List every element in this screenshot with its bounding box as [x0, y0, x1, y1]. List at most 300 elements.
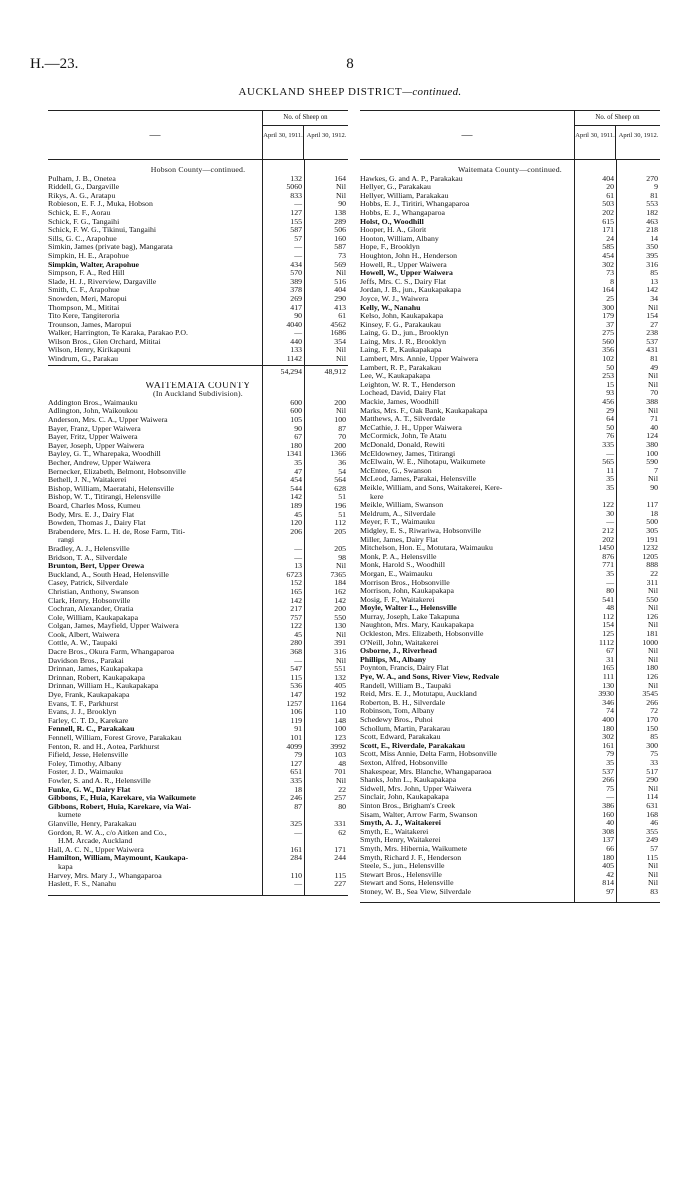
sheep-1912: Nil — [648, 302, 658, 312]
sheep-1912: Nil — [648, 878, 658, 888]
sheep-1911: 651 — [290, 767, 302, 777]
sheep-1911: 876 — [602, 551, 614, 561]
sheep-1911: 417 — [290, 302, 302, 312]
sheep-1912: 200 — [334, 440, 346, 450]
sheep-1911: 454 — [602, 250, 614, 260]
owner-name: McElwain, W. E., Nihotapu, Waikumete — [360, 458, 486, 467]
sheep-1912: 148 — [334, 715, 346, 725]
sheep-1911: 335 — [602, 440, 614, 449]
table-row — [48, 657, 348, 666]
owner-name: Scott, E., Riverdale, Parakakau — [360, 741, 466, 750]
table-row — [48, 192, 348, 201]
owner-name: Lochead, David, Dairy Flat — [360, 389, 446, 398]
owner-name: Mosig, F. F., Waitakerei — [360, 595, 435, 604]
owner-name: Bridson, T. A., Silverdale — [48, 553, 128, 562]
table-row — [48, 880, 348, 889]
table-row — [48, 562, 348, 571]
sheep-1912: 123 — [334, 733, 346, 742]
sheep-1912: 1366 — [330, 449, 346, 459]
table-row — [48, 261, 348, 270]
owner-name: Kelso, John, Kaukapakapa — [360, 312, 444, 321]
owner-name: Gordon, R. W. A., c/o Aitken and Co., — [48, 828, 167, 837]
sheep-1912: 388 — [646, 397, 658, 407]
owner-name: Foster, J. D., Waimauku — [48, 768, 123, 777]
table-row — [360, 733, 660, 742]
table-row — [48, 794, 348, 803]
owner-name: Harvey, Mrs. Mary J., Whangaparoa — [48, 871, 162, 880]
sheep-1912: 551 — [334, 664, 346, 674]
table-row — [48, 269, 348, 278]
table-row — [48, 837, 348, 846]
sheep-1911: 25 — [606, 293, 614, 303]
owner-name: Simpkin, Walter, Arapohue — [48, 260, 139, 269]
table-row — [48, 777, 348, 786]
table-row — [48, 691, 348, 700]
sheep-1912: 205 — [334, 526, 346, 536]
table-row — [48, 252, 348, 261]
owner-name: Drinnan, William H., Kaukapakapa — [48, 682, 159, 691]
table-row — [360, 793, 660, 802]
sheep-1912: 22 — [338, 784, 346, 794]
sheep-1911: 67 — [606, 646, 614, 656]
sheep-1912: Nil — [648, 620, 658, 630]
owner-name: Pulham, J. B., Onetea — [48, 174, 116, 183]
sheep-1912: 81 — [650, 354, 658, 364]
table-row — [360, 432, 660, 441]
table-row — [360, 888, 660, 897]
sheep-1912: 57 — [650, 843, 658, 853]
owner-name: Bernecker, Elizabeth, Belmont, Hobsonville — [48, 467, 186, 476]
sheep-1911: 335 — [290, 775, 302, 785]
sheep-1912: 22 — [650, 568, 658, 578]
sheep-1912: 537 — [646, 336, 658, 346]
owner-name: Stoney, W. B., Sea View, Silverdale — [360, 887, 471, 896]
owner-name: Howell, W., Upper Waiwera — [360, 269, 453, 278]
right-table — [360, 110, 660, 903]
sheep-1912: 13 — [650, 276, 658, 286]
sheep-1912: 290 — [334, 293, 346, 303]
table-row — [360, 768, 660, 777]
owner-name: Hamilton, William, Maymount, Kaukapa- — [48, 854, 189, 863]
sheep-1911: — — [294, 250, 302, 260]
report-code: H.—23. — [30, 56, 79, 72]
owner-name: Pye, W. A., and Sons, River View, Redvale — [360, 673, 500, 682]
table-row — [360, 759, 660, 768]
sheep-1912: 205 — [334, 543, 346, 553]
sheep-1911: 119 — [290, 715, 302, 725]
sheep-1912: 1686 — [330, 328, 346, 338]
sheep-1911: 389 — [290, 276, 302, 286]
sheep-1911: 615 — [602, 216, 614, 226]
sheep-1911: 6723 — [286, 569, 302, 579]
sheep-1912: 9 — [654, 182, 658, 192]
table-row — [360, 587, 660, 596]
owner-name: kere — [370, 492, 384, 501]
owner-name: Hobson County—continued. — [150, 166, 246, 174]
table-row — [48, 295, 348, 304]
section-heading — [48, 382, 348, 391]
table-row — [360, 501, 660, 510]
owner-name: Windrum, G., Parakau — [48, 355, 119, 364]
sheep-1912: 33 — [650, 757, 658, 767]
owner-name: Bayer, Joseph, Upper Waiwera — [48, 441, 145, 450]
table-row — [48, 485, 348, 494]
owner-name: Howell, R., Upper Waiwera — [360, 260, 447, 269]
owner-name: Cottle, A. W., Taupaki — [48, 639, 118, 648]
table-row — [360, 570, 660, 579]
name-column-header: — — [149, 129, 161, 141]
owner-name: Smyth, Richard J. F., Henderson — [360, 853, 462, 862]
owner-name: Board, Charles Moss, Kumeu — [48, 501, 141, 510]
sheep-1911: 161 — [602, 740, 614, 750]
sheep-1912: 431 — [646, 345, 658, 355]
owner-name: Bethell, J. N., Waitakerei — [48, 476, 127, 485]
table-row — [360, 424, 660, 433]
table-row — [48, 321, 348, 330]
owner-name: Schick, E. F., Aorau — [48, 208, 111, 217]
owner-name: Rikys, A. G., Aratapu — [48, 191, 116, 200]
table-row — [360, 346, 660, 355]
total-row — [48, 365, 348, 378]
sheep-1912: 72 — [650, 706, 658, 716]
sheep-1912: 569 — [334, 259, 346, 269]
sheep-1911: 400 — [602, 715, 614, 724]
owner-name: (In Auckland Subdivision). — [153, 390, 243, 399]
table-row — [360, 596, 660, 605]
sheep-1911: 253 — [602, 371, 614, 381]
owner-name: Drinnan, James, Kaukapakapa — [48, 665, 143, 674]
sheep-1911: 122 — [602, 500, 614, 510]
sheep-1911: 127 — [290, 207, 302, 217]
sheep-1911: 90 — [294, 311, 302, 321]
owner-name: Hellyer, William, Parakakau — [360, 191, 449, 200]
sheep-1911: 269 — [290, 293, 302, 303]
owner-name: Smyth, A. J., Waitakerei — [360, 819, 441, 828]
table-row — [48, 175, 348, 184]
sheep-1912: 200 — [334, 604, 346, 614]
sheep-1911: 275 — [602, 328, 614, 338]
owner-name: Drinnan, Robert, Kaukapakapa — [48, 673, 145, 682]
sheep-1912: 590 — [646, 457, 658, 467]
sheep-1911: — — [606, 792, 614, 802]
sheep-1911: 120 — [290, 518, 302, 528]
sheep-1912: 115 — [334, 870, 346, 880]
table-row — [360, 226, 660, 235]
sheep-1911: 110 — [290, 870, 302, 880]
sheep-1912: 36 — [338, 458, 346, 467]
sheep-1912: Nil — [648, 861, 658, 871]
table-row — [48, 338, 348, 347]
sheep-1912: 395 — [646, 250, 658, 260]
sheep-1912: 71 — [650, 414, 658, 424]
owner-name: Morrison Bros., Hobsonville — [360, 578, 450, 587]
table-row — [360, 776, 660, 785]
table-row — [360, 304, 660, 313]
sheep-1911: 30 — [606, 508, 614, 518]
sheep-1912: 628 — [334, 483, 346, 493]
sheep-1912: 40 — [650, 422, 658, 432]
sheep-1911: 137 — [602, 835, 614, 845]
table-row — [360, 707, 660, 716]
table-row — [48, 235, 348, 244]
sheep-1911: 600 — [290, 397, 302, 407]
sheep-1912: 114 — [646, 792, 658, 802]
sheep-1912: 100 — [334, 724, 346, 734]
sheep-1912: 331 — [334, 818, 346, 828]
owner-name: Mackie, James, Woodhill — [360, 398, 439, 407]
table-row — [360, 561, 660, 570]
owner-name: Bishop, W. T., Titirangi, Helensville — [48, 493, 161, 502]
col-1911-header: April 30, 1911. — [262, 126, 304, 159]
sheep-1911: 1450 — [598, 543, 614, 553]
table-row — [48, 519, 348, 528]
sheep-1911: 80 — [606, 586, 614, 596]
sheep-1911: 833 — [290, 190, 302, 200]
sheep-1911: 206 — [290, 526, 302, 536]
owner-name: McEldowney, James, Titirangi — [360, 449, 456, 458]
owner-name: Bayley, G. T., Wharepaka, Woodhill — [48, 450, 161, 459]
sheep-1912: 18 — [650, 508, 658, 518]
sheep-1912: 48,912 — [324, 366, 346, 376]
owner-name: McCathie, J. H., Upper Waiwera — [360, 423, 462, 432]
table-row — [360, 536, 660, 545]
owner-name: Sinclair, John, Kaukapakapa — [360, 793, 449, 802]
owner-name: Bowden, Thomas J., Dairy Flat — [48, 519, 146, 528]
table-row — [48, 416, 348, 425]
table-row — [48, 502, 348, 511]
owner-name: Dacre Bros., Okura Farm, Whangaparoa — [48, 648, 175, 657]
col-1911-header: April 30, 1911. — [574, 126, 616, 159]
owner-name: Hellyer, G., Parakakau — [360, 183, 431, 192]
sheep-1911: 91 — [294, 724, 302, 734]
sheep-1912: 49 — [650, 362, 658, 372]
owner-name: Casey, Patrick, Silverdale — [48, 579, 129, 588]
sheep-1912: Nil — [648, 646, 658, 656]
table-row — [48, 200, 348, 209]
table-row — [48, 768, 348, 777]
table-row — [360, 630, 660, 639]
sheep-1911: 74 — [606, 706, 614, 716]
sheep-1912: Nil — [648, 379, 658, 389]
sheep-1912: 80 — [338, 801, 346, 811]
owner-name: Hobbs, E. J., Tiritiri, Whangaparoa — [360, 200, 470, 209]
sheep-1911: 246 — [290, 793, 302, 803]
sheep-count-header: No. of Sheep on — [262, 111, 348, 126]
sheep-1912: 564 — [334, 475, 346, 485]
sheep-1911: 47 — [294, 466, 302, 476]
owner-name: Midgley, E. S., Riwariwa, Hobsonville — [360, 526, 481, 535]
table-row — [360, 742, 660, 751]
table-row — [360, 329, 660, 338]
sheep-1911: 165 — [290, 586, 302, 596]
sheep-1912: 180 — [646, 663, 658, 673]
sheep-1912: 316 — [334, 647, 346, 657]
sheep-1911: 45 — [294, 509, 302, 519]
table-row — [48, 760, 348, 769]
table-row — [360, 192, 660, 201]
table-row — [48, 614, 348, 623]
sheep-1911: 37 — [606, 319, 614, 329]
sheep-1911: 1142 — [286, 354, 302, 364]
owner-name: Bishop, William, Maeratahi, Helensville — [48, 484, 174, 493]
table-row — [48, 346, 348, 355]
page-title — [0, 86, 700, 98]
table-row — [360, 450, 660, 459]
owner-name: Schollum, Martin, Parakarau — [360, 724, 451, 733]
owner-name: Hope, F., Brooklyn — [360, 243, 420, 252]
sheep-1912: 257 — [334, 793, 346, 803]
table-row — [360, 252, 660, 261]
table-row — [360, 828, 660, 837]
owner-name: Brabendere, Mrs. L. H. de, Rose Farm, Titi- — [48, 527, 186, 536]
table-row — [48, 648, 348, 657]
sheep-1912: 517 — [646, 766, 658, 776]
sheep-1912: 100 — [646, 448, 658, 458]
owner-name: Houghton, John H., Henderson — [360, 251, 458, 260]
sheep-1912: 61 — [338, 311, 346, 321]
sheep-1911: 93 — [606, 388, 614, 398]
sheep-1911: 127 — [290, 758, 302, 768]
owner-name: Fowler, S. and A. R., Helensville — [48, 776, 151, 785]
owner-name: Farley, C. T. D., Karekare — [48, 716, 129, 725]
owner-name: Cole, William, Kaukapakapa — [48, 613, 139, 622]
sheep-1912: 300 — [646, 740, 658, 750]
owner-name: Sisam, Walter, Arrow Farm, Swanson — [360, 810, 478, 819]
owner-name: Fennell, R. C., Parakakau — [48, 725, 135, 734]
sheep-1911: 3930 — [598, 689, 614, 699]
owner-name: Matthews, A. T., Silverdale — [360, 415, 446, 424]
sheep-1911: 152 — [290, 578, 302, 588]
sheep-1911: 133 — [290, 345, 302, 355]
section-heading — [360, 166, 660, 175]
sheep-1912: 184 — [334, 578, 346, 588]
sheep-1912: 350 — [646, 242, 658, 252]
table-row — [48, 811, 348, 820]
table-row — [48, 468, 348, 477]
sheep-1911: — — [294, 543, 302, 553]
table-row — [48, 459, 348, 468]
table-row — [48, 511, 348, 520]
owner-name: Moyle, Walter L., Helensville — [360, 604, 457, 613]
sheep-1911: 302 — [602, 259, 614, 269]
table-row — [48, 243, 348, 252]
table-row — [48, 579, 348, 588]
name-column-header: — — [461, 129, 473, 141]
sheep-1912: 164 — [334, 173, 346, 183]
sheep-1912: 90 — [650, 482, 658, 492]
sheep-1912: 54 — [338, 466, 346, 476]
sheep-1912: 73 — [338, 250, 346, 260]
table-row — [360, 183, 660, 192]
owner-name: Haslett, F. S., Nanahu — [48, 880, 117, 889]
sheep-1912: 62 — [338, 827, 346, 837]
table-row — [360, 664, 660, 673]
sheep-1911: 161 — [290, 844, 302, 854]
table-row — [48, 743, 348, 752]
sheep-1911: 105 — [290, 415, 302, 425]
sheep-1912: 117 — [646, 500, 658, 510]
table-row — [360, 621, 660, 630]
sheep-1912: Nil — [336, 775, 346, 785]
table-row — [360, 716, 660, 725]
sheep-1911: — — [606, 517, 614, 527]
sheep-1911: 308 — [602, 826, 614, 836]
sheep-1912: 888 — [646, 560, 658, 570]
owner-name: Steele, S., jun., Helensville — [360, 862, 445, 871]
owner-name: rangi — [58, 536, 75, 545]
sheep-1911: 142 — [290, 492, 302, 502]
owner-name: McLeod, James, Parakai, Helensville — [360, 475, 477, 484]
sheep-1912: 132 — [334, 672, 346, 682]
sheep-1911: 87 — [294, 801, 302, 811]
sheep-1911: 8 — [610, 276, 614, 286]
owner-name: Reid, Mrs. E. J., Motutapu, Auckland — [360, 690, 477, 699]
sheep-1911: 42 — [606, 869, 614, 879]
sheep-1911: 440 — [290, 336, 302, 346]
owner-name: Naughton, Mrs. Mary, Kaukapakapa — [360, 621, 474, 630]
sheep-1912: 200 — [334, 397, 346, 407]
table-row — [48, 734, 348, 743]
sheep-1912: 218 — [646, 225, 658, 235]
sheep-1912: 553 — [646, 199, 658, 209]
owner-name: Thompson, M., Mititai — [48, 303, 120, 312]
table-row — [360, 871, 660, 880]
table-row — [360, 209, 660, 218]
owner-name: Stewart and Sons, Helensville — [360, 879, 454, 888]
table-row — [48, 846, 348, 855]
sheep-1912: 404 — [334, 285, 346, 295]
sheep-1911: — — [294, 328, 302, 338]
table-row — [360, 553, 660, 562]
sheep-1911: 503 — [602, 199, 614, 209]
owner-name: McEntee, G., Swanson — [360, 466, 432, 475]
left-table — [48, 110, 348, 896]
table-row — [360, 415, 660, 424]
table-row — [48, 304, 348, 313]
sheep-1912: 124 — [646, 431, 658, 441]
sheep-1911: 54,294 — [280, 366, 302, 376]
owner-name: Walker, Harrington, Te Karaka, Parakao P.O. — [48, 329, 188, 338]
owner-name: Shakespear, Mrs. Blanche, Whangaparaoa — [360, 767, 492, 776]
sheep-1912: 85 — [650, 732, 658, 742]
sheep-1911: 31 — [606, 654, 614, 664]
table-row — [360, 836, 660, 845]
sheep-count-header: No. of Sheep on — [574, 111, 660, 126]
sheep-1912: Nil — [648, 680, 658, 690]
right-table-body — [360, 160, 660, 902]
owner-name: Foley, Timothy, Albany — [48, 759, 122, 768]
sheep-1911: 189 — [290, 500, 302, 510]
sheep-1911: 280 — [290, 638, 302, 648]
table-row — [360, 656, 660, 665]
sheep-1911: 771 — [602, 560, 614, 570]
owner-name: Funke, G. W., Dairy Flat — [48, 785, 131, 794]
sheep-1912: 391 — [334, 638, 346, 648]
sheep-1912: 142 — [334, 595, 346, 605]
table-row — [48, 717, 348, 726]
owner-name: Tito Kere, Tangiteroria — [48, 312, 120, 321]
sheep-1911: 125 — [602, 629, 614, 639]
owner-name: Meldrum, A., Silverdale — [360, 509, 436, 518]
owner-name: Sills, G. C., Arapohue — [48, 234, 117, 243]
table-row — [48, 312, 348, 321]
sheep-1911: 202 — [602, 534, 614, 544]
table-row — [48, 355, 348, 364]
table-row — [360, 879, 660, 888]
owner-name: H.M. Arcade, Auckland — [58, 837, 133, 846]
owner-name: McCormick, John, Te Atatu — [360, 432, 447, 441]
table-row — [360, 785, 660, 794]
